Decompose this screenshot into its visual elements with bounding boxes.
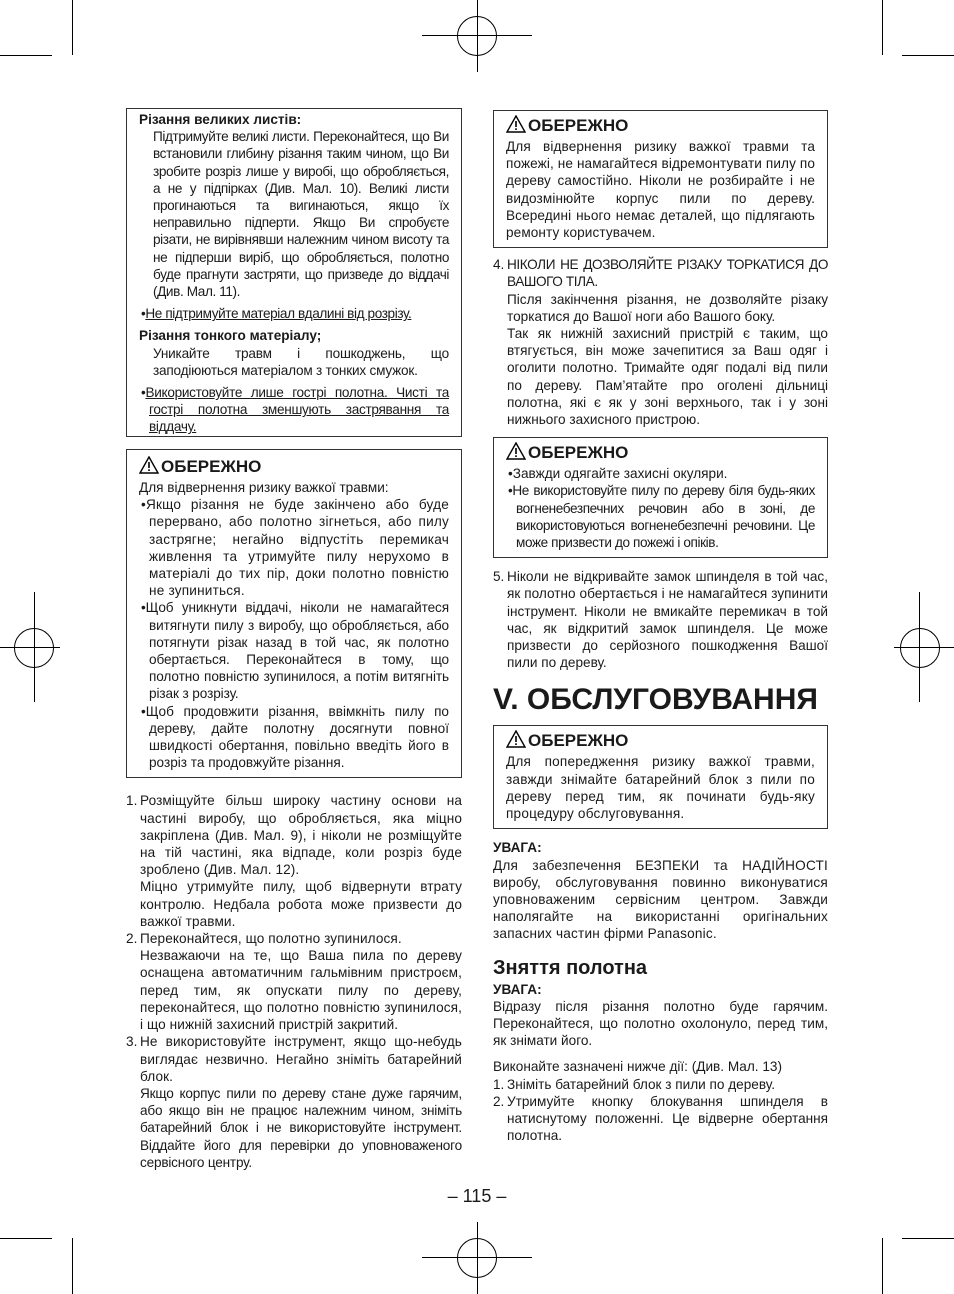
crop-mark [882,1238,883,1294]
right-column [493,110,828,1144]
warning-triangle-icon [506,730,526,748]
caution-text: Для попередження ризику важкої травми, завжди знімайте батарейний блок з пили по дереву перед тим, як починати будь-яку процедуру обслуговування. [506,754,815,822]
thin-material-text: Уникайте травм і пошкоджень, що заподіюються матеріалом з тонких смужок. [153,345,449,378]
list-item [493,256,828,428]
bullet-item: •Не підтримуйте матеріал вдалині від розрізу. [141,306,412,322]
list-item [126,1033,462,1171]
caution-item: •Щоб продовжити різання, ввімкніть пилу по дереву, дайте полотну досягнути повної швидкості обертання, повільно введіть його в розріз та продовжуйте різання. [141,703,449,771]
caution-title: ОБЕРЕЖНО [528,731,629,751]
caution-item: •Завжди одягайте захисні окуляри. [508,466,728,482]
crop-mark [0,1238,52,1239]
note-label: УВАГА: [493,840,542,856]
list-item-text: Міцно утримуйте пилу, щоб відвернути втрату контролю. Недбала робота може призвести до важкої травми. [140,879,462,929]
caution-item-text: Щоб продовжити різання, ввімкніть пилу по дереву, дайте полотну досягнути повної швидкості обертання, повільно введіть його в розріз та продовжуйте різання. [145,703,449,771]
subheading-thin-material: Різання тонкого матеріалу; [139,328,322,344]
caution-item-text: Не використовуйте пилу по дереву біля будь-яких вогненебезпечних речовин або в зоні, де використовуються вогненебезпечні речовини. Це може призвести до пожежі і опіків. [512,483,815,551]
list-item-text: Не використовуйте інструмент, якщо що-небудь виглядає незвично. Негайно зніміть батарейний блок. [140,1034,462,1084]
list-item-text: Якщо корпус пили по дереву стане дуже гарячим, або якщо він не працює належним чином, зніміть батарейний блок і не використовуйте інструмент. Віддайте його для перевірки до уповноваженого сервісного центру. [140,1085,462,1170]
caution-title: ОБЕРЕЖНО [528,443,629,463]
bullet-item: •Використовуйте лише гострі полотна. Чисті та гострі полотна зменшують застрявання та віддачу. [141,385,449,435]
bullet-text: Використовуйте лише гострі полотна. Чисті та гострі полотна зменшують застрявання та віддачу. [145,385,449,435]
registration-mark-line [919,592,920,702]
registration-mark-line [0,647,60,648]
caution-title: ОБЕРЕЖНО [528,116,629,135]
note-label: УВАГА: [493,981,542,997]
caution-item-text: Якщо різання не буде закінчено або буде перервано, або полотно зігнеться, або пилу застрягне; негайно відпустіть перемикач живлення та утримуйте пилу нерухомо в матеріалі до тих пір, доки полотно повністю не зупиниться. [145,497,449,599]
step-item [493,1093,828,1145]
list-item-text: Так як нижній захисний пристрій є таким, що втягується, він може зачепитися за Ваш одяг і оголити полотно. Тримайте одяг подалі від пили по дереву. Пам’ятайте про оголені дільниці полотна, які є як у зоні верхнього, так і у зоні нижнього захисного пристрою. [507,326,828,428]
caution-box [493,437,828,558]
list-item [126,792,462,930]
subheading-large-sheets: Різання великих листів: [139,112,302,127]
step-text: Зніміть батарейний блок з пили по дереву. [507,1076,775,1092]
cutting-tips-box [126,108,462,437]
large-sheets-text: Підтримуйте великі листи. Переконайтеся, що Ви встановили глибину різання таким чином, що Ви зробите розріз лише у виробі, що обробляється, а не у підпірках (Див. Мал. 10). Великі листи прогинаються та вигинаються, якщо їх неправильно підперти. Якщо Ви спробуєте різати, не вирівнявши належним чином висоту та не підперши виріб, що обробляється, полотно буде прагнути застряти, що призведе до віддачі (Див. Мал. 11). [153,129,449,300]
caution-box [126,449,462,778]
registration-mark-line [894,647,954,648]
crop-mark [902,55,954,56]
bullet-text: Не підтримуйте матеріал вдалині від розрізу. [145,306,412,322]
note-text: Відразу після різання полотно буде гарячим. Переконайтеся, що полотно охолонуло, перед тим, як знімати його. [493,998,828,1049]
caution-item: •Щоб уникнути віддачі, ніколи не намагайтеся витягнути пилу з виробу, що обробляється, або потягнути різак назад в той час, як полотно обертається. Переконайтеся в тому, що полотно повністю зупинилося, а потім витягніть різак з розрізу. [141,600,449,702]
caution-box [493,725,828,829]
list-item [493,568,828,671]
list-number: 3. [126,1034,138,1050]
caution-heading [506,730,815,752]
left-column [126,108,462,1171]
caution-text: Для відвернення ризику важкої травми та пожежі, не намагайтеся відремонтувати пилу по дереву самостійно. Ніколи не розбирайте і не видозмінюйте корпус пили по дереву. Всередині нього немає деталей, що підлягають ремонту користувачем. [506,139,815,241]
step-number: 1. [493,1076,505,1092]
step-item [493,1076,828,1093]
list-number: 2. [126,931,138,947]
caution-item-text: Завжди одягайте захисні окуляри. [512,466,728,482]
caution-item: •Не використовуйте пилу по дереву біля будь-яких вогненебезпечних речовин або в зоні, де використовуються вогненебезпечні речовини. Це може призвести до пожежі і опіків. [508,483,815,551]
caution-heading [506,115,815,137]
registration-mark-line [477,0,478,72]
list-item-text: НІКОЛИ НЕ ДОЗВОЛЯЙТЕ РІЗАКУ ТОРКАТИСЯ ДО ВАШОГО ТІЛА. [507,257,828,290]
step-number: 2. [493,1093,505,1109]
caution-item: •Якщо різання не буде закінчено або буде перервано, або полотно зігнеться, або пилу застрягне; негайно відпустіть перемикач живлення та утримуйте пилу нерухомо в матеріалі до тих пір, доки полотно повністю не зупиниться. [141,497,449,599]
steps-intro: Виконайте зазначені нижче дії: (Див. Мал. 13) [493,1059,782,1075]
caution-heading [139,456,449,478]
registration-mark-line [34,592,35,702]
list-number: 4. [493,257,505,273]
crop-mark [72,1238,73,1294]
list-number: 5. [493,569,505,585]
list-item-text: Ніколи не відкривайте замок шпинделя в той час, як полотно обертається і не намагайтеся зупинити інструмент. Ніколи не вмикайте перемикач в той час, як відкритий замок шпинделя. Це може призвести до серйозного пошкодження Вашої пили по дереву. [507,569,828,671]
crop-mark [882,0,883,55]
numbered-list [126,792,462,1170]
list-item [126,930,462,1033]
registration-mark [900,628,940,668]
caution-title: ОБЕРЕЖНО [161,457,262,476]
crop-mark [0,55,52,56]
note-text: Для забезпечення БЕЗПЕКИ та НАДІЙНОСТІ виробу, обслуговування повинно виконуватися уповноваженим сервісним центром. Завжди наполягайте на використанні оригінальних запасних частин фірми Panasonic. [493,857,828,942]
page-number: – 115 – [447,1186,507,1206]
caution-item-text: Щоб уникнути віддачі, ніколи не намагайтеся витягнути пилу з виробу, що обробляється, або потягнути різак назад в той час, як полотно обертається. Переконайтеся в тому, що полотно повністю зупинилося, а потім витягніть різак з розрізу. [145,600,449,702]
list-item-text: Переконайтеся, що полотно зупинилося. [140,931,402,947]
crop-mark [902,1238,954,1239]
warning-triangle-icon [506,442,526,460]
section-title: V. ОБСЛУГОВУВАННЯ [493,683,818,717]
crop-mark [72,0,73,55]
caution-box [493,110,828,248]
list-item-text: Розміщуйте більш широку частину основи на частині виробу, що обробляється, яка міцно закріплена (Див. Мал. 9), і ніколи не розміщуйте на тій частині, яка відпаде, коли розріз буде зроблено (Див. Мал. 12). [140,793,462,878]
caution-intro: Для відвернення ризику важкої травми: [139,480,389,495]
subsection-title: Зняття полотна [493,956,648,979]
registration-mark-line [477,1222,478,1294]
warning-triangle-icon [139,456,159,474]
list-item-text: Після закінчення різання, не дозволяйте різаку торкатися до Вашої ноги або Вашого боку. [507,291,828,324]
list-item-text: Незважаючи на те, що Ваша пила по дереву оснащена автоматичним гальмівним пристроєм, перед тим, як опускати пилу по дереву, переконайтеся, що полотно повністю зупинилося, і що нижній захисний пристрій закритий. [140,948,462,1033]
list-number: 1. [126,793,138,809]
caution-heading [506,442,815,464]
warning-triangle-icon [506,115,526,133]
step-text: Утримуйте кнопку блокування шпинделя в натиснутому положенні. Це відверне обертання полотна. [507,1093,828,1144]
